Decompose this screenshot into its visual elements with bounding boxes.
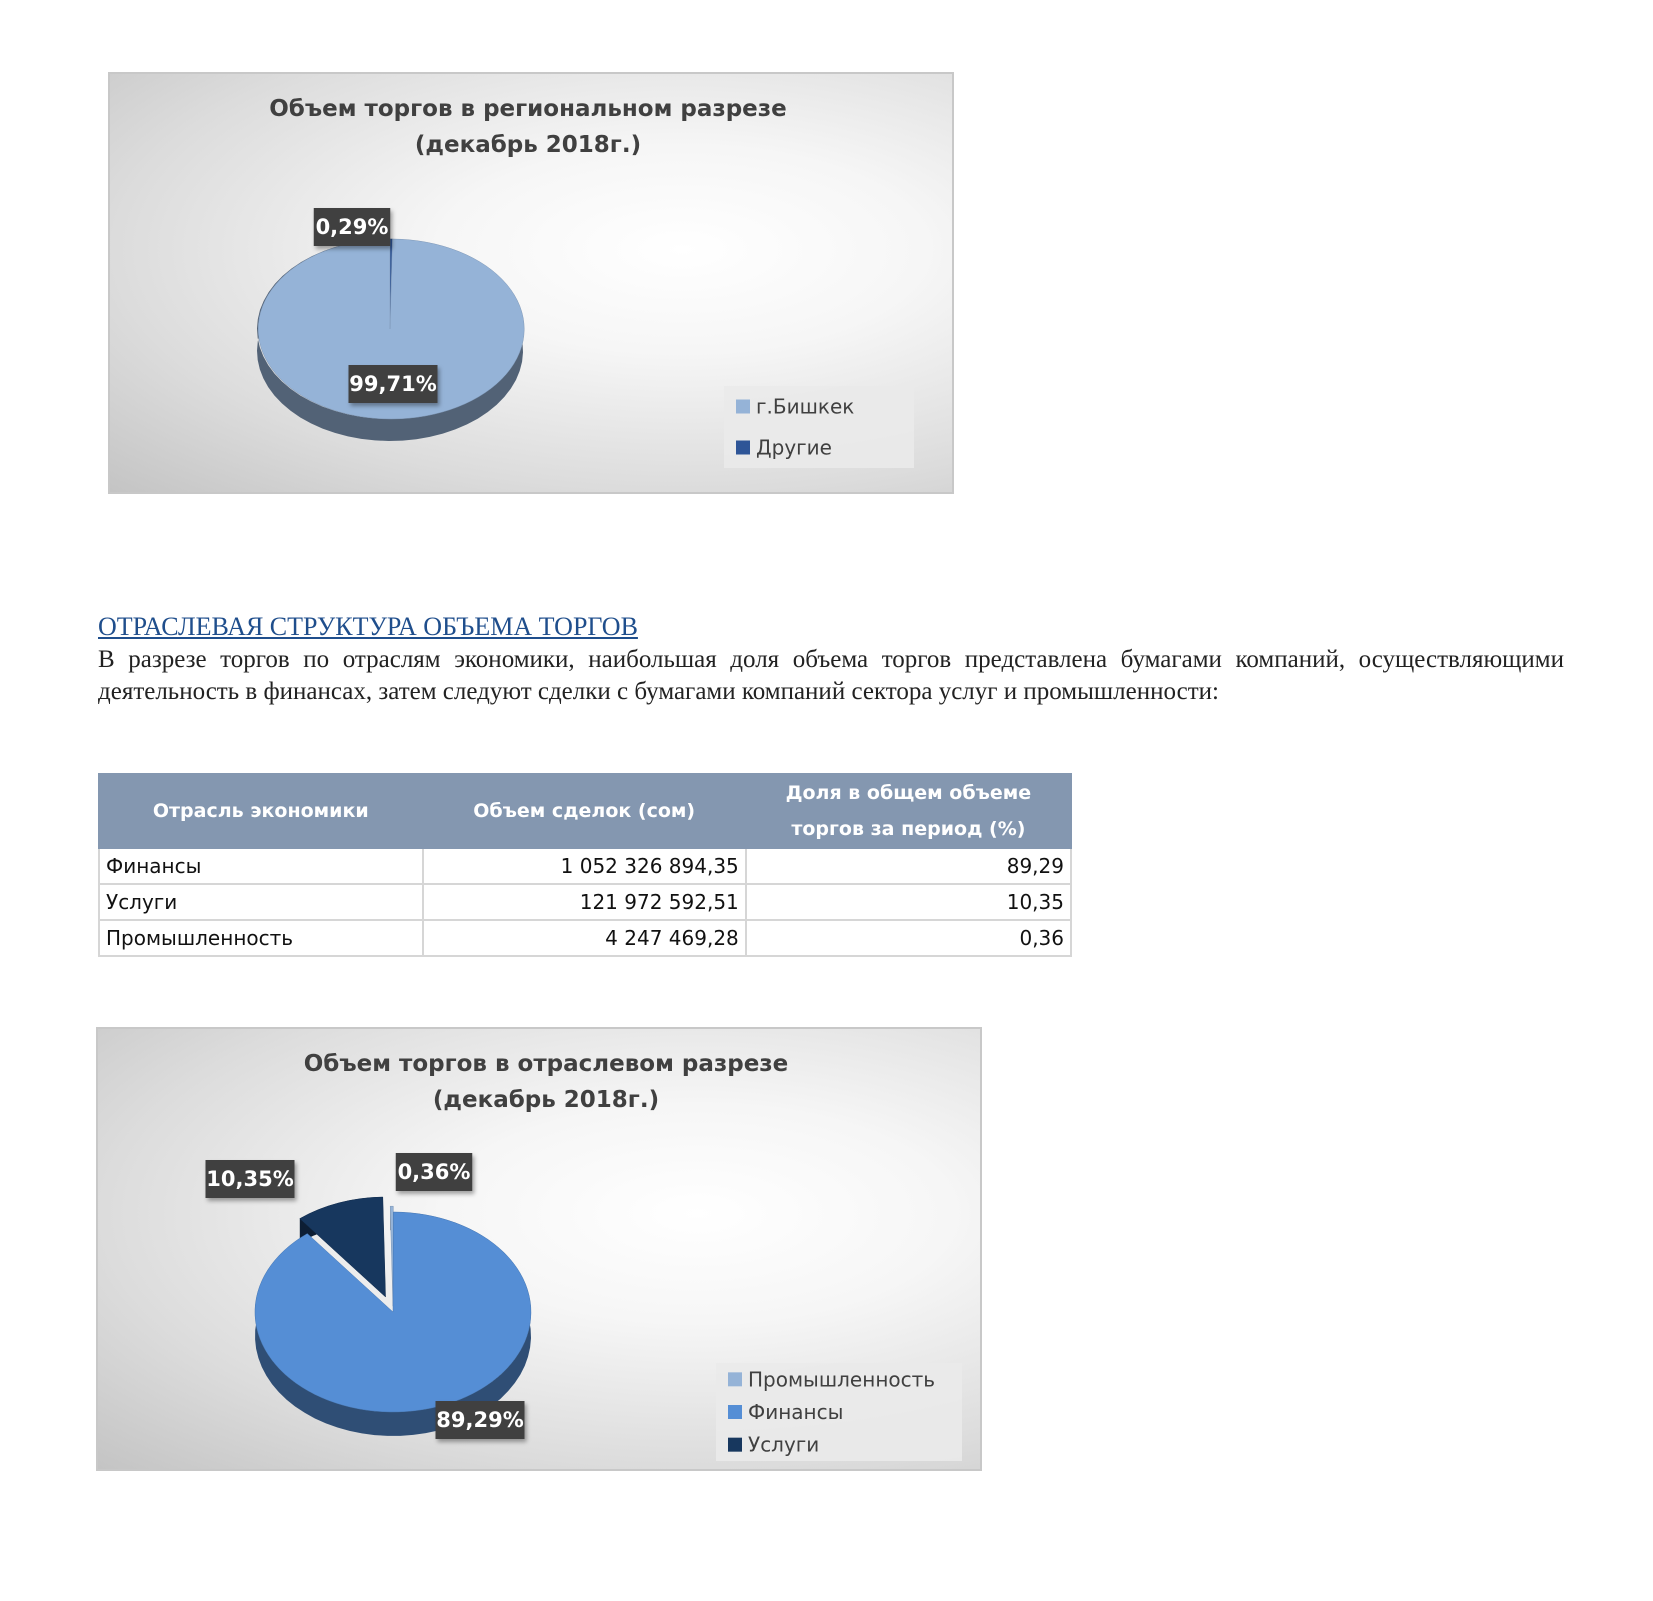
regional-pie-svg (110, 74, 954, 494)
cell-share: 0,36 (746, 920, 1071, 956)
data-label (396, 1153, 473, 1191)
legend-swatch (736, 441, 750, 455)
legend-item: г.Бишкек (756, 394, 855, 419)
data-label-text: 10,35% (206, 1167, 294, 1191)
legend-item: Услуги (748, 1432, 820, 1457)
sector-table (98, 773, 1072, 957)
chart-title: Объем торгов в отраслевом разрезе (303, 1051, 789, 1077)
sector-pie-svg (98, 1029, 982, 1471)
chart-legend (724, 386, 914, 468)
table-header-row (99, 774, 1071, 848)
data-label (436, 1401, 525, 1439)
data-label (314, 208, 391, 246)
legend-item: Финансы (748, 1400, 844, 1424)
chart-subtitle: (декабрь 2018г.) (432, 1087, 660, 1113)
table-row (99, 920, 1071, 956)
cell-sector: Финансы (99, 848, 423, 884)
section-title: ОТРАСЛЕВАЯ СТРУКТУРА ОБЪЕМА ТОРГОВ (98, 612, 638, 641)
legend-swatch (728, 1438, 742, 1452)
legend-item: Промышленность (748, 1367, 936, 1392)
cell-share: 89,29 (746, 848, 1071, 884)
section-paragraph: В разрезе торгов по отраслям экономики, наибольшая доля объема торгов представлена бумагами компаний, осуществляющими деятельность в финансах, затем следуют сделки с бумагами компаний сектора услуг и промышленности: (98, 646, 1564, 705)
data-label (349, 365, 438, 403)
data-label-text: 99,71% (349, 372, 437, 396)
cell-sector: Услуги (99, 884, 423, 920)
chart-subtitle: (декабрь 2018г.) (414, 132, 642, 158)
table-row (99, 884, 1071, 920)
data-label-text: 0,36% (397, 1160, 471, 1184)
data-label-text: 89,29% (436, 1408, 524, 1432)
sector-pie-chart (96, 1027, 982, 1471)
data-label-text: 0,29% (315, 215, 389, 239)
regional-pie-chart (108, 72, 954, 494)
cell-volume: 121 972 592,51 (423, 884, 746, 920)
cell-sector: Промышленность (99, 920, 423, 956)
cell-volume: 1 052 326 894,35 (423, 848, 746, 884)
cell-volume: 4 247 469,28 (423, 920, 746, 956)
chart-title: Объем торгов в региональном разрезе (269, 96, 787, 122)
column-header-share: Доля в общем объеме торгов за период (%) (746, 774, 1071, 848)
legend-item: Другие (756, 435, 832, 460)
chart-legend (716, 1363, 962, 1461)
data-label (206, 1160, 295, 1198)
cell-share: 10,35 (746, 884, 1071, 920)
table-row (99, 848, 1071, 884)
column-header-volume: Объем сделок (сом) (423, 774, 746, 848)
legend-swatch (728, 1372, 742, 1386)
column-header-sector: Отрасль экономики (99, 774, 423, 848)
legend-swatch (736, 400, 750, 414)
legend-swatch (728, 1405, 742, 1419)
